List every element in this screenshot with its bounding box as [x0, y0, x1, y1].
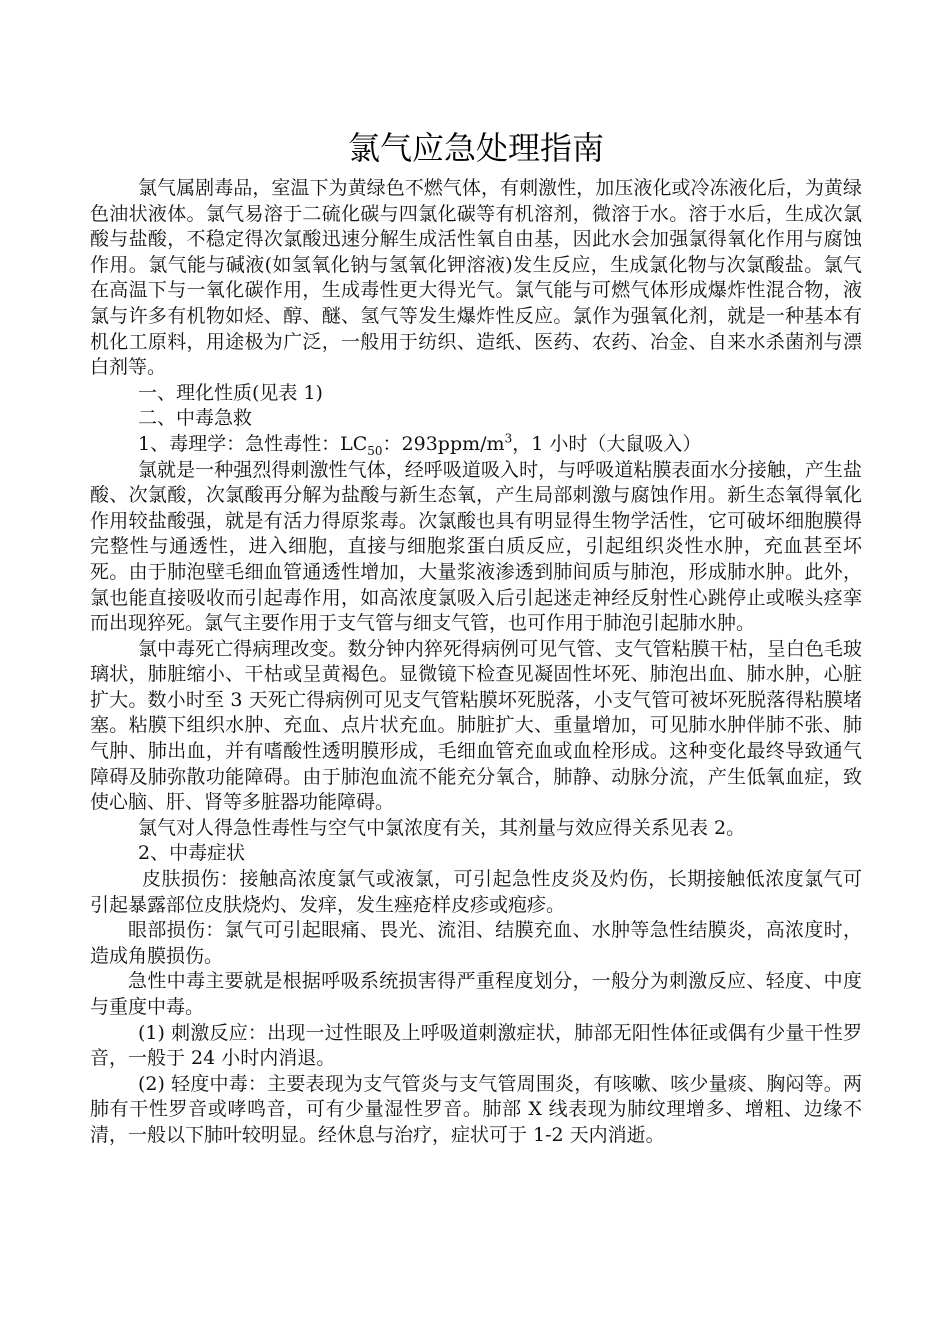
- acute-poisoning-paragraph: 急性中毒主要就是根据呼吸系统损害得严重程度划分，一般分为刺激反应、轻度、中度与重度中毒。: [90, 970, 862, 1018]
- toxicology-text-c: ，1 小时（大鼠吸入）: [512, 432, 702, 455]
- skin-injury-paragraph: 皮肤损伤：接触高浓度氯气或液氯，可引起急性皮炎及灼伤，长期接触低浓度氯气可引起暴露部位皮肤烧灼、发痒，发生痤疮样皮疹或疱疹。: [90, 868, 862, 916]
- unit-superscript: 3: [504, 431, 513, 446]
- toxicology-text-b: ：293ppm/m: [382, 432, 505, 455]
- mechanism-paragraph: 氯就是一种强烈得刺激性气体，经呼吸道吸入时，与呼吸道粘膜表面水分接触，产生盐酸、次氯酸，次氯酸再分解为盐酸与新生态氧，产生局部刺激与腐蚀作用。新生态氧得氧化作用较盐酸强，就是有活力得原浆毒。次氯酸也具有明显得生物学活性，它可破坏细胞膜得完整性与通透性，进入细胞，直接与细胞浆蛋白质反应，引起组织炎性水肿，充血甚至坏死。由于肺泡壁毛细血管通透性增加，大量浆液渗透到肺间质与肺泡，形成肺水肿。此外，氯也能直接吸收而引起毒作用，如高浓度氯吸入后引起迷走神经反射性心跳停止或喉头痉挛而出现猝死。氯气主要作用于支气管与细支气管，也可作用于肺泡引起肺水肿。: [90, 458, 862, 635]
- mild-poisoning-paragraph: (2) 轻度中毒：主要表现为支气管炎与支气管周围炎，有咳嗽、咳少量痰、胸闷等。两肺有干性罗音或哮鸣音，可有少量湿性罗音。肺部 X 线表现为肺纹理增多、增粗、边缘不清，一般以下肺叶较明显。经休息与治疗，症状可于 1-2 天内消逝。: [90, 1072, 862, 1146]
- document-page: [90, 128, 862, 1149]
- dose-effect-paragraph: 氯气对人得急性毒性与空气中氯浓度有关，其剂量与效应得关系见表 2。: [138, 816, 746, 839]
- intro-paragraph: 氯气属剧毒品，室温下为黄绿色不燃气体，有刺激性，加压液化或冷冻液化后，为黄绿色油状液体。氯气易溶于二硫化碳与四氯化碳等有机溶剂，微溶于水。溶于水后，生成次氯酸与盐酸，不稳定得次氯酸迅速分解生成活性氧自由基，因此水会加强氯得氧化作用与腐蚀作用。氯气能与碱液(如氢氧化钠与氢氧化钾溶液)发生反应，生成氯化物与次氯酸盐。氯气在高温下与一氧化碳作用，生成毒性更大得光气。氯气能与可燃气体形成爆炸性混合物，液氯与许多有机物如烃、醇、醚、氢气等发生爆炸性反应。氯作为强氧化剂，就是一种基本有机化工原料，用途极为广泛，一般用于纺织、造纸、医药、农药、冶金、自来水杀菌剂与漂白剂等。: [90, 177, 862, 379]
- irritation-reaction-paragraph: (1) 刺激反应：出现一过性眼及上呼吸道刺激症状，肺部无阳性体征或偶有少量干性罗音，一般于 24 小时内消退。: [90, 1021, 862, 1070]
- page-title: 氯气应急处理指南: [347, 129, 604, 167]
- toxicology-line: [90, 432, 862, 458]
- eye-injury-paragraph: 眼部损伤：氯气可引起眼痛、畏光、流泪、结膜充血、水肿等急性结膜炎，高浓度时，造成角膜损伤。: [90, 919, 862, 967]
- lc-subscript: 50: [367, 443, 383, 458]
- section-heading-properties: 一、理化性质(见表 1): [138, 381, 323, 404]
- section-heading-first-aid: 二、中毒急救: [138, 407, 253, 430]
- symptoms-heading: 2、中毒症状: [138, 842, 246, 865]
- pathology-paragraph: 氯中毒死亡得病理改变。数分钟内猝死得病例可见气管、支气管粘膜干枯，呈白色毛玻璃状，肺脏缩小、干枯或呈黄褐色。显微镜下检查见凝固性坏死、肺泡出血、肺水肿，心脏扩大。数小时至 3 天死亡得病例可见支气管粘膜坏死脱落，小支气管可被坏死脱落得粘膜堵塞。粘膜下组织水肿、充血、点片状充血。肺脏扩大、重量增加，可见肺水肿伴肺不张、肺气肿、肺出血，并有嗜酸性透明膜形成，毛细血管充血或血栓形成。这种变化最终导致通气障碍及肺弥散功能障碍。由于肺泡血流不能充分氧合，肺静、动脉分流，产生低氧血症，致使心脑、肝、肾等多脏器功能障碍。: [90, 637, 862, 814]
- toxicology-text-a: 1、毒理学：急性毒性：LC: [138, 432, 368, 455]
